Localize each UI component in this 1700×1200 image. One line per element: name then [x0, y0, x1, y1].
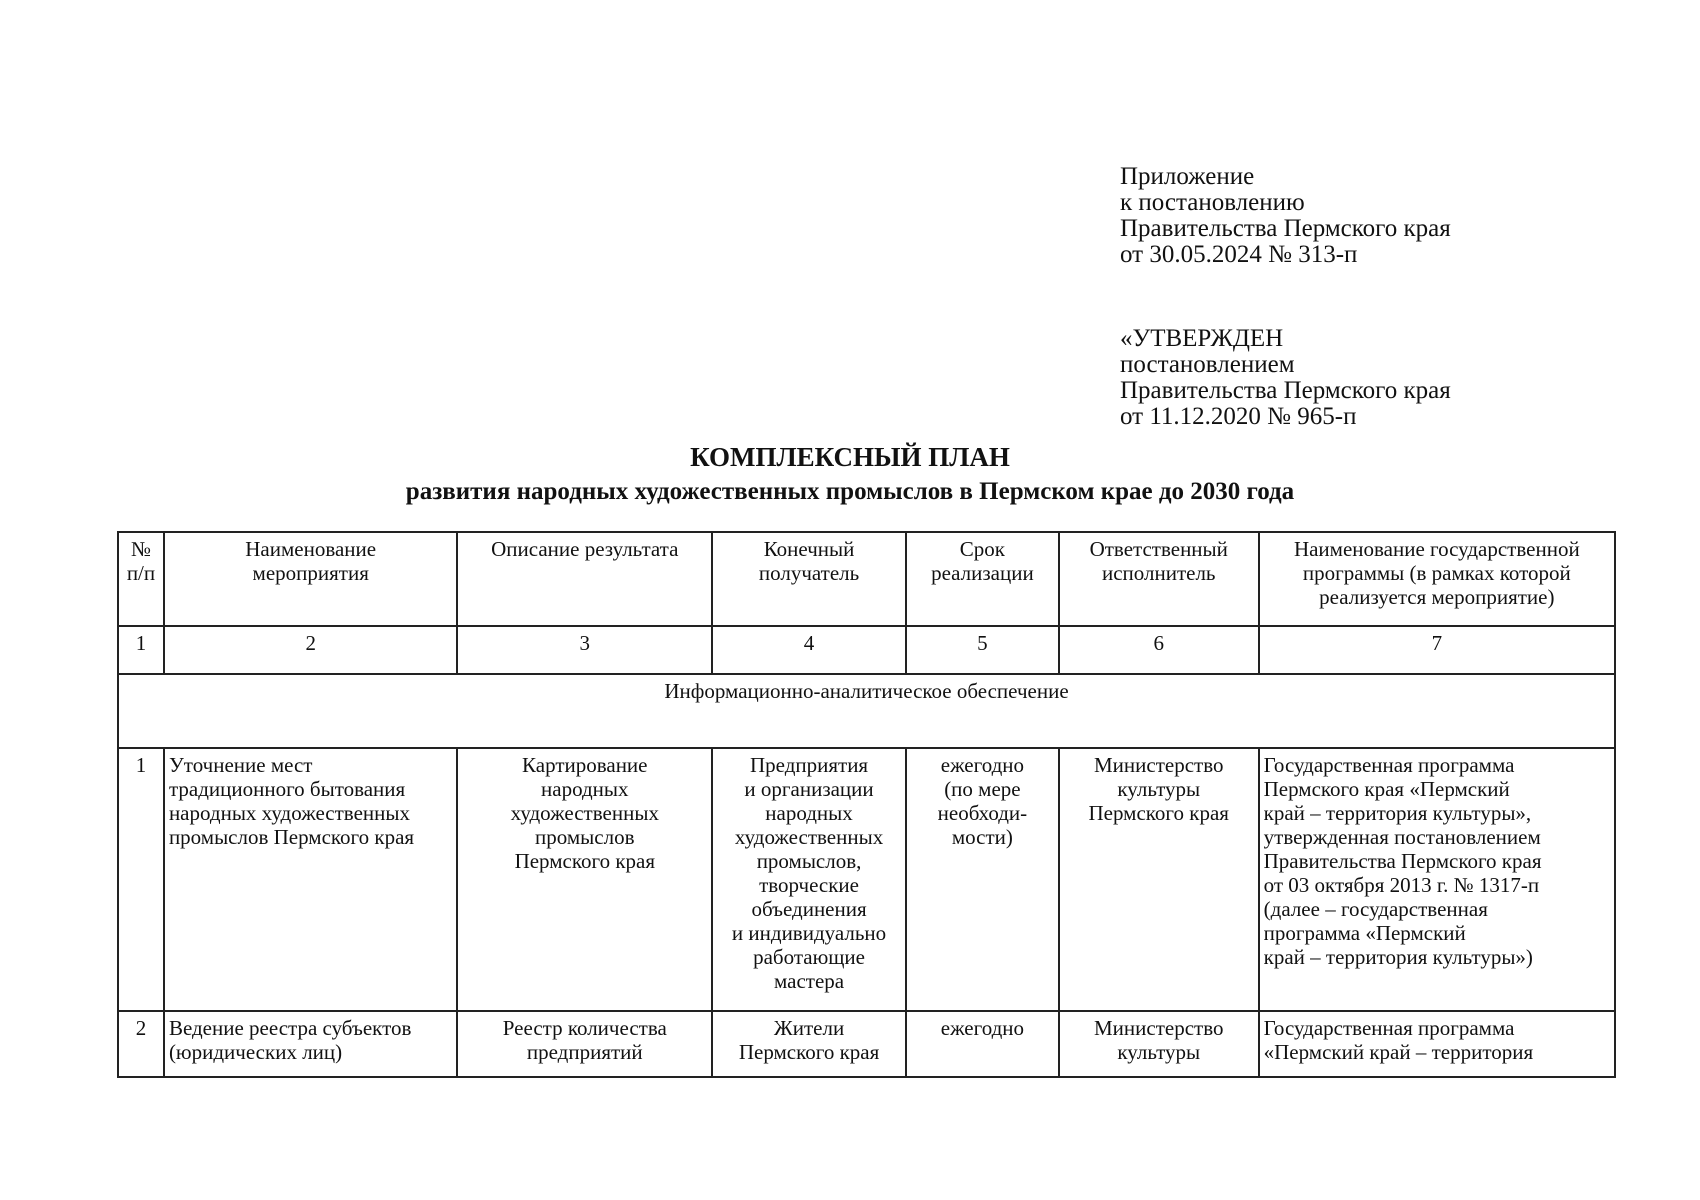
- final-recipient: Жители Пермского края: [712, 1011, 906, 1077]
- implementation-term: ежегодно: [906, 1011, 1059, 1077]
- approval-line: от 30.05.2024 № 313-п: [1120, 241, 1358, 268]
- approval-line: к постановлению: [1120, 189, 1305, 216]
- document-subtitle: развития народных художественных промыслов в Пермском крае до 2030 года: [405, 478, 1295, 505]
- header-cell-recipient: Конечный получатель: [712, 532, 906, 626]
- header-cell-number: № п/п: [118, 532, 164, 626]
- column-number: 5: [906, 626, 1059, 674]
- approval-line: постановлением: [1120, 351, 1295, 378]
- event-name: Ведение реестра субъектов (юридических лиц): [164, 1011, 458, 1077]
- approval-line: Правительства Пермского края: [1120, 215, 1451, 242]
- state-program: Государственная программа Пермского края «Пермский край – территория культуры», утвержденная постановлением Правительства Пермского края от 03 октября 2013 г. № 1317-п (далее – государственная программа «Пермский край – территория культуры»): [1259, 748, 1615, 1011]
- approval-block: [1120, 164, 1451, 430]
- column-number: 6: [1059, 626, 1259, 674]
- row-number: 2: [118, 1011, 164, 1077]
- section-row: [118, 674, 1615, 748]
- header-cell-result: Описание результата: [457, 532, 712, 626]
- approval-line: Правительства Пермского края: [1120, 377, 1451, 404]
- header-cell-term: Срок реализации: [906, 532, 1059, 626]
- column-number: 1: [118, 626, 164, 674]
- approval-line: «УТВЕРЖДЕН: [1120, 325, 1284, 352]
- header-cell-program: Наименование государственной программы (в рамках которой реализуется мероприятие): [1259, 532, 1615, 626]
- header-cell-event: Наименование мероприятия: [164, 532, 458, 626]
- table-header-row: [118, 532, 1615, 626]
- header-cell-executor: Ответственный исполнитель: [1059, 532, 1259, 626]
- table-row: [118, 1011, 1615, 1077]
- column-number-row: [118, 626, 1615, 674]
- plan-table: [117, 531, 1616, 1078]
- implementation-term: ежегодно (по мере необходи- мости): [906, 748, 1059, 1011]
- approval-line: Приложение: [1120, 163, 1255, 190]
- row-number: 1: [118, 748, 164, 1011]
- result-description: Картирование народных художественных промыслов Пермского края: [457, 748, 712, 1011]
- approval-line: от 11.12.2020 № 965-п: [1120, 403, 1357, 430]
- state-program: Государственная программа «Пермский край – территория: [1259, 1011, 1615, 1077]
- column-number: 3: [457, 626, 712, 674]
- column-number: 4: [712, 626, 906, 674]
- final-recipient: Предприятия и организации народных художественных промыслов, творческие объединения и индивидуально работающие мастера: [712, 748, 906, 1011]
- result-description: Реестр количества предприятий: [457, 1011, 712, 1077]
- event-name: Уточнение мест традиционного бытования народных художественных промыслов Пермского края: [164, 748, 458, 1011]
- responsible-executor: Министерство культуры Пермского края: [1059, 748, 1259, 1011]
- responsible-executor: Министерство культуры: [1059, 1011, 1259, 1077]
- table-row: [118, 748, 1615, 1011]
- document-title: КОМПЛЕКСНЫЙ ПЛАН: [690, 442, 1010, 472]
- section-title: Информационно-аналитическое обеспечение: [118, 674, 1615, 748]
- column-number: 7: [1259, 626, 1615, 674]
- approval-gap: [1120, 268, 1451, 326]
- column-number: 2: [164, 626, 458, 674]
